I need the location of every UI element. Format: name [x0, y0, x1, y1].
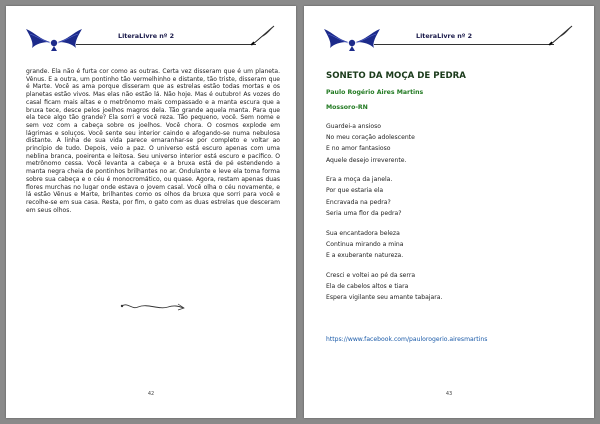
author-facebook-link[interactable]: https://www.facebook.com/paulorogerio.airesmartins	[326, 336, 488, 343]
magazine-title: LiteraLivre nº 2	[118, 32, 175, 40]
poem-location: Mossoro-RN	[326, 104, 368, 111]
quill-pen-icon	[250, 24, 278, 46]
page-header	[24, 26, 280, 52]
poem-line: Guardei-a ansioso	[326, 123, 381, 130]
page-number: 42	[147, 391, 155, 397]
quill-pen-icon	[548, 24, 576, 46]
poem-line: E no amor fantasioso	[326, 145, 391, 153]
poem-title: SONETO DA MOÇA DE PEDRA	[326, 71, 466, 81]
page-number: 43	[445, 391, 453, 397]
poem-line: Ela de cabelos altos e tiara	[326, 282, 409, 290]
poem-stanza	[326, 270, 442, 304]
poem-line: Seria uma flor da pedra?	[326, 209, 402, 217]
left-page	[6, 6, 296, 418]
poem-line: Espera vigilante seu amante tabajara.	[326, 293, 443, 301]
header-rule	[374, 44, 554, 45]
poem-body	[326, 121, 442, 312]
poem-stanza	[326, 228, 442, 262]
poem-line: No meu coração adolescente	[326, 134, 415, 142]
poem-line: Continua mirando a mina	[326, 240, 404, 248]
winged-logo-icon	[322, 26, 382, 52]
header-rule	[76, 44, 256, 45]
right-page	[304, 6, 594, 418]
poem-line: Sua encantadora beleza	[326, 229, 400, 237]
story-text: grande. Ela não é furta cor como as outras. Certa vez disseram que é um planeta. Vênus. E a outra, um pontinho tão vermelhinho e distante, tão triste, disseram que é Marte. Você as ama porque disseram que as estrelas estão todas mortas e os planetas estão vivos. Mas elas não estão lá. Não hoje. Mas é outubro! As vozes do casal ficam mais altas e o metrônomo mais compassado e a manta escura que a bruxa tece, desce pelos joelhos magros dela. Tão grande aquela manta. Para que ela tece algo tão grande? Ela sorri e você reza. Tão pequeno, você. Sem nome e sem voz com a cabeça sobre os joelhos. Você chora. O cosmos explode em lágrimas e soluços. Você sente seu interior caindo e afogando-se numa nebulosa distante. A linha de sua vida parece emaranhar-se por completo e voltar ao princípio de tudo. Depois, veio a paz. O universo está escuro apenas com uma neblina branca, poeirenta e leitosa. Seu universo interior está escuro e pacífico. O metrônomo cessa. Você levanta a cabeça e a bruxa está de pé estendendo a manta negra cheia de pontinhos brilhantes no ar. Ondulante e leve ela toma forma sobre sua cabeça e o céu é monocromático, ou quase. Agora, restam apenas duas flores murchas no lugar onde estava o jovem casal. Você olha o céu novamente, e lá estão Vênus e Marte, brilhantes como os olhos da bruxa que sorri para você e recolhe-se em sua casa. Resta, por fim, o gato com as duas estrelas que desceram em seus olhos.	[26, 68, 280, 214]
poem-author: Paulo Rogério Aires Martins	[326, 89, 424, 96]
poem-line: Cresci e voltei ao pé da serra	[326, 271, 416, 279]
poem-stanza	[326, 121, 442, 166]
flourish-ornament-icon	[118, 300, 188, 314]
poem-line: E a exuberante natureza.	[326, 251, 404, 259]
magazine-title: LiteraLivre nº 2	[416, 32, 473, 40]
page-header	[322, 26, 578, 52]
poem-stanza	[326, 174, 442, 219]
poem-line: Por que estaria ela	[326, 187, 384, 195]
winged-logo-icon	[24, 26, 84, 52]
poem-line: Era a moça da janela.	[326, 176, 393, 184]
poem-line: Encravada na pedra?	[326, 198, 391, 206]
poem-line: Aquele desejo irreverente.	[326, 156, 407, 164]
